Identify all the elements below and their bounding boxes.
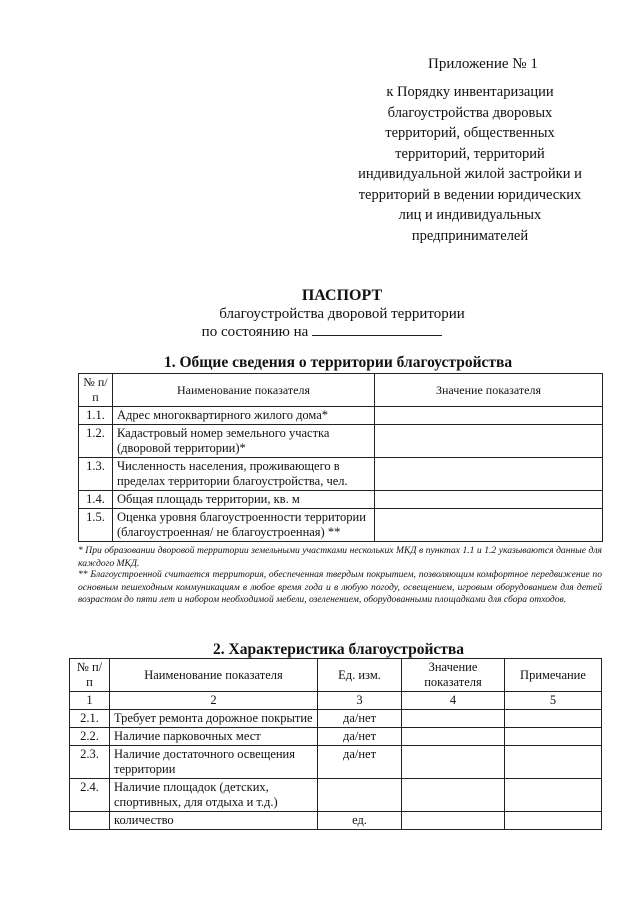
row-num: 2.1. [70, 710, 110, 728]
row-num: 1.5. [79, 509, 113, 542]
appendix-subtitle [330, 82, 610, 246]
as-of-label: по состоянию на [201, 324, 309, 340]
date-blank-line[interactable] [312, 322, 442, 336]
general-info-table [78, 373, 603, 542]
row-value[interactable] [375, 458, 603, 491]
section2-title: 2. Характеристика благоустройства [213, 641, 465, 658]
row-value[interactable] [402, 728, 505, 746]
row-note[interactable] [505, 746, 602, 779]
header-value: Значение показателя [375, 374, 603, 407]
table-row [79, 407, 603, 425]
row-note[interactable] [505, 710, 602, 728]
row-name: Требует ремонта дорожное покрытие [110, 710, 318, 728]
header-num: № п/п [79, 374, 113, 407]
table-row [79, 425, 603, 458]
table-row [70, 710, 602, 728]
header-unit: Ед. изм. [318, 659, 402, 692]
table-header-row [70, 659, 602, 692]
row-value[interactable] [375, 509, 603, 542]
header-value: Значение показателя [402, 659, 505, 692]
row-value[interactable] [402, 746, 505, 779]
row-num: 2.2. [70, 728, 110, 746]
row-value[interactable] [402, 779, 505, 812]
row-unit: да/нет [318, 710, 402, 728]
row-unit: да/нет [318, 728, 402, 746]
column-index: 4 [402, 692, 505, 710]
row-num: 2.4. [70, 779, 110, 812]
row-unit: ед. [318, 812, 402, 830]
header-name: Наименование показателя [110, 659, 318, 692]
row-name: Кадастровый номер земельного участка (дворовой территории)* [113, 425, 375, 458]
row-name: Наличие достаточного освещения территории [110, 746, 318, 779]
appendix-line: территорий в ведении юридических [358, 186, 582, 203]
row-value[interactable] [375, 407, 603, 425]
column-index-row [70, 692, 602, 710]
row-num: 1.4. [79, 491, 113, 509]
row-num [70, 812, 110, 830]
row-name: количество [110, 812, 318, 830]
row-value[interactable] [402, 812, 505, 830]
table-row [70, 746, 602, 779]
column-index: 1 [70, 692, 110, 710]
table-row [79, 509, 603, 542]
appendix-line: благоустройства дворовых [387, 104, 553, 121]
table-row [70, 728, 602, 746]
row-value[interactable] [402, 710, 505, 728]
appendix-line: индивидуальной жилой застройки и [358, 166, 582, 182]
row-num: 1.3. [79, 458, 113, 491]
column-index: 2 [110, 692, 318, 710]
appendix-line: территорий, общественных [385, 125, 555, 141]
appendix-title: Приложение № 1 [428, 56, 538, 72]
header-note: Примечание [505, 659, 602, 692]
row-value[interactable] [375, 425, 603, 458]
passport-subtitle: благоустройства дворовой территории [219, 306, 465, 322]
appendix-line: лиц и индивидуальных [398, 207, 542, 223]
table-row [70, 812, 602, 830]
row-note[interactable] [505, 779, 602, 812]
characteristics-table [69, 658, 602, 830]
row-name: Общая площадь территории, кв. м [113, 491, 375, 509]
header-name: Наименование показателя [113, 374, 375, 407]
row-name: Наличие парковочных мест [110, 728, 318, 746]
passport-as-of [2, 322, 640, 341]
row-num: 2.3. [70, 746, 110, 779]
row-note[interactable] [505, 728, 602, 746]
row-name: Адрес многоквартирного жилого дома* [113, 407, 375, 425]
row-value[interactable] [375, 491, 603, 509]
appendix-line: к Порядку инвентаризации [386, 84, 554, 100]
section1-title: 1. Общие сведения о территории благоустройства [164, 354, 513, 371]
table-row [79, 458, 603, 491]
column-index: 5 [505, 692, 602, 710]
row-name: Численность населения, проживающего в пределах территории благоустройства, чел. [113, 458, 375, 491]
table-row [70, 779, 602, 812]
row-name: Оценка уровня благоустроенности территории (благоустроенная/ не благоустроенная) ** [113, 509, 375, 542]
row-unit [318, 779, 402, 812]
footnote-2: ** Благоустроенной считается территория, обеспеченная твердым покрытием, позволяющим комфортное передвижение по основным пешеходным коммуникациям в любое время года и в любую погоду, освещением, игровым оборудованием для детей возрастом до пяти лет и набором необходимой мебели, озеленением, оборудованными площадками для сбора отходов. [78, 569, 602, 605]
footnote-1: * При образовании дворовой территории земельными участками нескольких МКД в пунктах 1.1 и 1.2 указываются данные для каждого МКД. [78, 545, 602, 569]
table-row [79, 491, 603, 509]
appendix-line: территорий, территорий [395, 145, 545, 162]
passport-title: ПАСПОРТ [301, 287, 383, 304]
row-name: Наличие площадок (детских, спортивных, для отдыха и т.д.) [110, 779, 318, 812]
header-num: № п/п [70, 659, 110, 692]
row-num: 1.1. [79, 407, 113, 425]
column-index: 3 [318, 692, 402, 710]
row-num: 1.2. [79, 425, 113, 458]
table-header-row [79, 374, 603, 407]
appendix-line: предпринимателей [411, 227, 529, 244]
row-unit: да/нет [318, 746, 402, 779]
row-note[interactable] [505, 812, 602, 830]
